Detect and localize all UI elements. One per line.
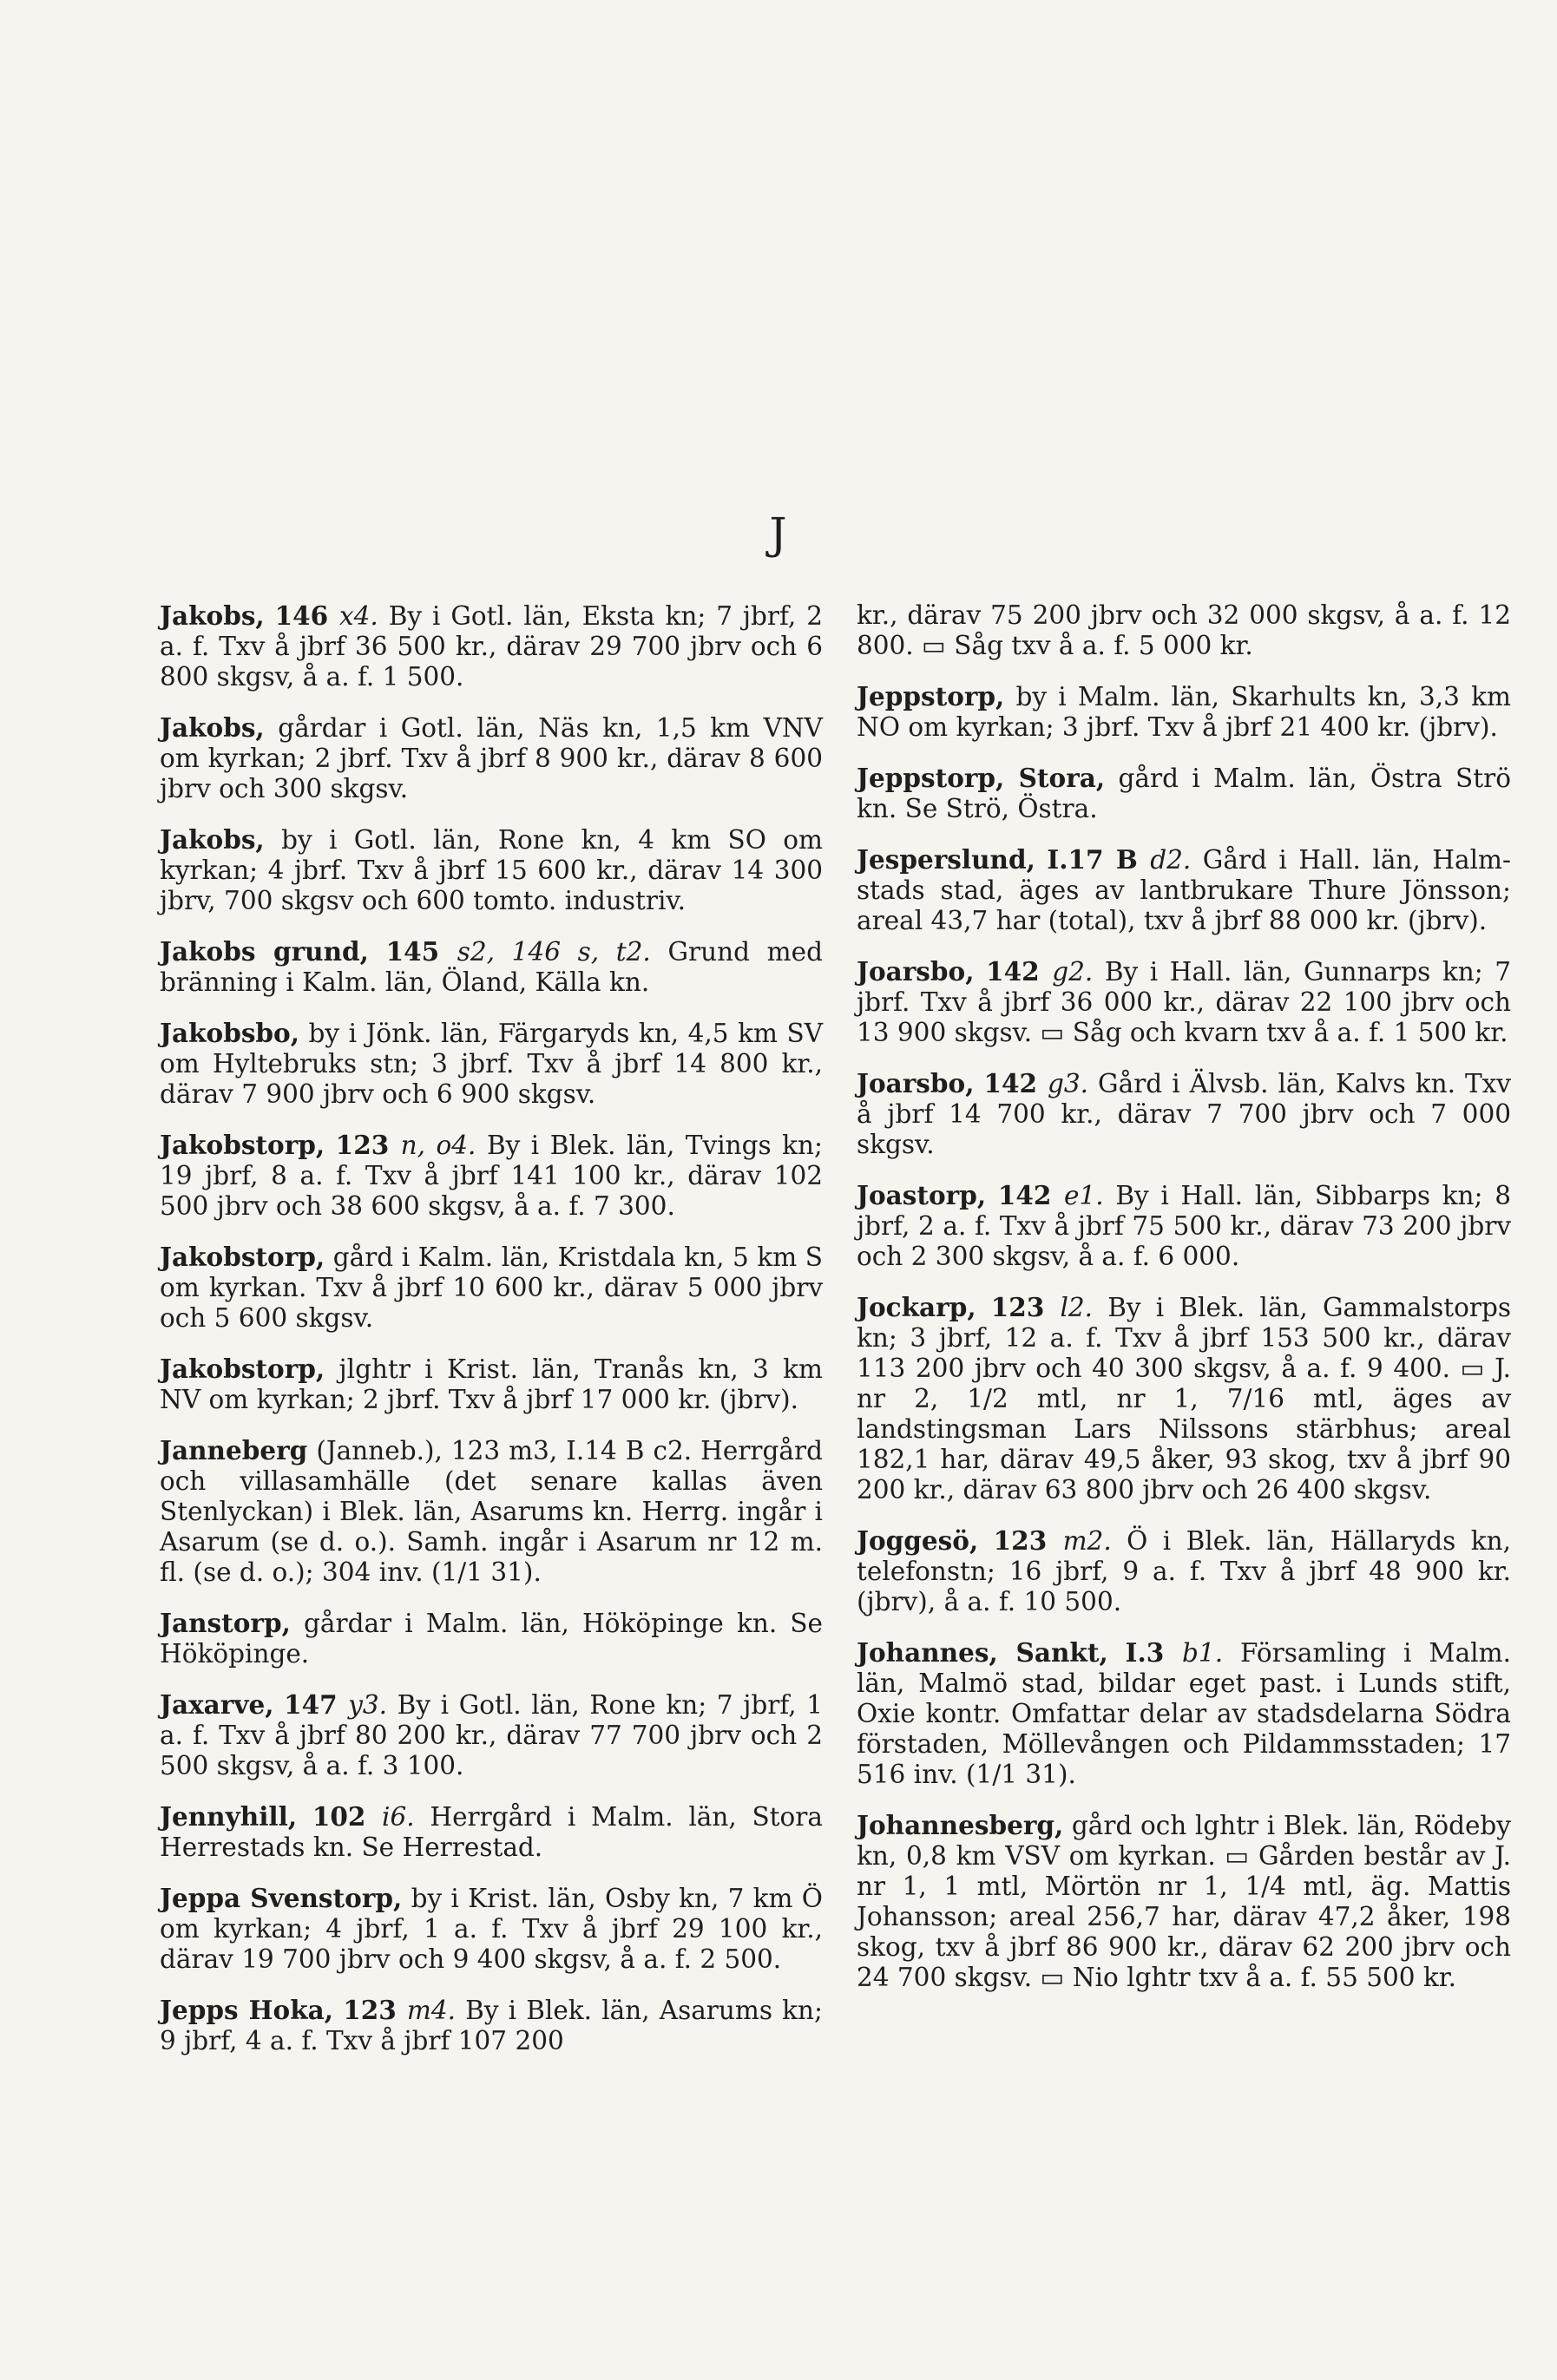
section-letter: J — [769, 508, 788, 559]
map-reference-number: I.3 — [1125, 1637, 1165, 1668]
gazetteer-entry — [857, 1292, 1511, 1505]
entry-headword: Joggesö, — [857, 1525, 979, 1556]
gazetteer-entry — [857, 1525, 1511, 1617]
entry-text: by i Jönk. län, Färgaryds kn, 4,5 km SV om Hyltebruks stn; 3 jbrf. Txv å jbrf 14 800 kr., därav 7 900 jbrv och 6 900 skgsv. — [160, 1019, 823, 1109]
entry-headword: Jepps Hoka, — [160, 1995, 334, 2025]
entry-headword: Jakobstorp, — [160, 1130, 325, 1160]
gazetteer-entry — [160, 1130, 823, 1222]
map-reference — [986, 956, 1093, 987]
entry-headword: Jeppstorp, — [857, 681, 1005, 711]
map-reference-square: d2. — [1150, 845, 1192, 875]
entry-text: Gård i Hall. län, Halmstads stad, äges av lantbrukare Thure Jönsson; areal 43,7 har (total), txv å jbrf 88 000 kr. (jbrv). — [857, 845, 1511, 935]
entry-text: By i Hall. län, Sibbarps kn; 8 jbrf, 2 a. f. Txv å jbrf 75 500 kr., därav 73 200 jbrv och 2 300 skgsv, å a. f. 6 000. — [857, 1181, 1511, 1271]
gazetteer-entry — [857, 681, 1511, 743]
entry-headword: Jakobs, — [160, 600, 265, 631]
gazetteer-entry — [857, 600, 1511, 661]
map-reference — [998, 1180, 1104, 1210]
gazetteer-entry — [160, 936, 823, 998]
map-reference-square: l2. — [1060, 1293, 1094, 1322]
map-reference-square: n, o4. — [400, 1131, 476, 1160]
entry-text: Gård i Älvsb. län, Kalvs kn. Txv å jbrf 14 700 kr., därav 7 700 jbrv och 7 000 skgsv. — [857, 1069, 1511, 1159]
entry-headword: Jakobsbo, — [160, 1018, 299, 1048]
entry-headword: Jaxarve, — [160, 1689, 274, 1720]
map-reference-number: 145 — [385, 936, 440, 967]
map-reference-square: e1. — [1064, 1181, 1104, 1210]
entry-headword: Jennyhill, — [160, 1801, 298, 1832]
entry-headword: Johannesberg, — [857, 1810, 1064, 1840]
map-reference-square: m2. — [1062, 1526, 1112, 1556]
entry-headword: Janneberg — [160, 1435, 308, 1465]
map-reference — [991, 1292, 1093, 1322]
entry-text: By i Blek. län, Tvings kn; 19 jbrf, 8 a. f. Txv å jbrf 141 100 kr., därav 102 500 jbrv och 38 600 skgsv, å a. f. 7 300. — [160, 1131, 823, 1221]
map-reference-square: m4. — [406, 1996, 456, 2025]
entry-headword: Jockarp, — [857, 1292, 976, 1322]
entry-headword: Jakobs, — [160, 824, 265, 855]
gazetteer-entry — [160, 1689, 823, 1781]
right-column — [857, 600, 1511, 2013]
map-reference-number: 147 — [284, 1689, 338, 1720]
gazetteer-entry — [160, 1995, 823, 2056]
map-reference-number: 123 — [343, 1995, 397, 2025]
gazetteer-entry — [857, 1810, 1511, 1993]
gazetteer-entry — [160, 1018, 823, 1110]
map-reference-number: 142 — [997, 1180, 1052, 1210]
entry-headword: Jeppa Svenstorp, — [160, 1883, 403, 1913]
map-reference-number: 142 — [983, 1068, 1038, 1098]
map-reference-square: s2, 146 s, t2. — [457, 937, 651, 967]
gazetteer-entry — [160, 824, 823, 916]
map-reference-square: x4. — [339, 601, 378, 631]
entry-headword: Jesperslund, — [857, 844, 1035, 875]
map-reference — [984, 1068, 1089, 1098]
map-reference — [312, 1801, 415, 1832]
map-reference-number: I.17 B — [1047, 844, 1138, 875]
entry-text: kr., därav 75 200 jbrv och 32 000 skgsv, å a. f. 12 800. ▭ Såg txv å a. f. 5 000 kr. — [857, 600, 1511, 660]
map-reference — [275, 600, 378, 631]
gazetteer-entry — [160, 1883, 823, 1975]
map-reference-number: 123 — [335, 1130, 390, 1160]
entry-text: by i Gotl. län, Rone kn, 4 km SO om kyrkan; 4 jbrf. Txv å jbrf 15 600 kr., därav 14 300 jbrv, 700 skgsv och 600 tomto. industriv. — [160, 825, 823, 915]
entry-headword: Janstorp, — [160, 1608, 291, 1638]
map-reference — [1047, 844, 1191, 875]
map-reference — [1126, 1637, 1223, 1668]
entry-headword: Jakobstorp, — [160, 1242, 325, 1272]
gazetteer-entry — [160, 712, 823, 804]
entry-text: By i Blek. län, Asarums kn; 9 jbrf, 4 a. f. Txv å jbrf 107 200 — [160, 1996, 823, 2055]
map-reference-square: y3. — [348, 1690, 388, 1720]
entry-text: By i Gotl. län, Eksta kn; 7 jbrf, 2 a. f. Txv å jbrf 36 500 kr., därav 29 700 jbrv och 6 800 skgsv, å a. f. 1 500. — [160, 601, 823, 692]
gazetteer-entry — [160, 1242, 823, 1334]
gazetteer-entry — [857, 1068, 1511, 1160]
entry-text: jlghtr i Krist. län, Tranås kn, 3 km NV om kyrkan; 2 jbrf. Txv å jbrf 17 000 kr. (jbrv). — [160, 1354, 823, 1414]
entry-headword: Jakobstorp, — [160, 1354, 325, 1384]
entry-headword: Jakobs grund, — [160, 936, 369, 967]
entry-text: Församling i Malm. län, Malmö stad, bildar eget past. i Lunds stift, Oxie kontr. Omfattar delar av stadsdelarna Södra förstaden, Möllevången och Pildammsstaden; 17 516 inv. (1/1 31). — [857, 1638, 1511, 1789]
entry-text: gårdar i Malm. län, Hököpinge kn. Se Hököpinge. — [160, 1609, 823, 1669]
map-reference-number: 123 — [993, 1525, 1048, 1556]
map-reference — [386, 936, 651, 967]
entry-headword: Joarsbo, — [857, 956, 975, 987]
gazetteer-entry — [160, 1435, 823, 1588]
entry-headword: Joastorp, — [857, 1180, 987, 1210]
map-reference — [336, 1130, 476, 1160]
entry-text: by i Krist. län, Osby kn, 7 km Ö om kyrkan; 4 jbrf, 1 a. f. Txv å jbrf 29 100 kr., därav 19 700 jbrv och 9 400 skgsv, å a. f. 2 500. — [160, 1884, 823, 1974]
entry-headword: Jakobs, — [160, 712, 265, 743]
map-reference — [343, 1995, 456, 2025]
gazetteer-entry — [857, 1637, 1511, 1790]
map-reference-number: 142 — [986, 956, 1040, 987]
map-reference-square: g2. — [1052, 957, 1094, 987]
entry-headword: Joarsbo, — [857, 1068, 975, 1098]
entry-text: Grund med bränning i Kalm. län, Öland, Källa kn. — [160, 937, 823, 997]
map-reference — [994, 1525, 1112, 1556]
map-reference-square: b1. — [1182, 1638, 1224, 1668]
gazetteer-entry — [857, 844, 1511, 936]
entry-text: By i Hall. län, Gunnarps kn; 7 jbrf. Txv å jbrf 36 000 kr., därav 22 100 jbrv och 13 900 skgsv. ▭ Såg och kvarn txv å a. f. 1 500 kr. — [857, 957, 1511, 1047]
entry-headword: Jeppstorp, Stora, — [857, 763, 1106, 793]
entry-text: Ö i Blek. län, Hällaryds kn, telefonstn; 16 jbrf, 9 a. f. Txv å jbrf 48 900 kr. (jbrv), å a. f. 10 500. — [857, 1526, 1511, 1616]
entry-text: by i Malm. län, Skarhults kn, 3,3 km NO om kyrkan; 3 jbrf. Txv å jbrf 21 400 kr. (jbrv). — [857, 682, 1511, 742]
map-reference-number: 102 — [312, 1801, 366, 1832]
map-reference-square: g3. — [1048, 1069, 1089, 1098]
entry-headword: Johannes, Sankt, — [857, 1637, 1108, 1668]
left-column — [160, 600, 823, 2076]
gazetteer-entry — [160, 1608, 823, 1669]
gazetteer-entry — [857, 763, 1511, 824]
gazetteer-entry — [160, 1801, 823, 1863]
entry-text: gårdar i Gotl. län, Näs kn, 1,5 km VNV om kyrkan; 2 jbrf. Txv å jbrf 8 900 kr., därav 8 600 jbrv och 300 skgsv. — [160, 713, 823, 803]
map-reference — [284, 1689, 387, 1720]
entry-text: gård i Kalm. län, Kristdala kn, 5 km S om kyrkan. Txv å jbrf 10 600 kr., därav 5 000 jbrv och 5 600 skgsv. — [160, 1242, 823, 1333]
gazetteer-entry — [160, 600, 823, 692]
map-reference-square: i6. — [382, 1802, 415, 1832]
map-reference-number: 146 — [274, 600, 329, 631]
entry-text: gård i Malm. län, Östra Strö kn. Se Strö, Östra. — [857, 764, 1511, 823]
entry-text: By i Blek. län, Gammalstorps kn; 3 jbrf, 12 a. f. Txv å jbrf 153 500 kr., därav 113 200 jbrv och 40 300 skgsv, å a. f. 9 400. ▭ J. nr 2, 1/2 mtl, nr 1, 7/16 mtl, äges av landstingsman Lars Nilssons stärbhus; areal 182,1 har, därav 49,5 åker, 93 skog, txv å jbrf 90 200 kr., därav 63 800 jbrv och 26 400 skgsv. — [857, 1293, 1511, 1505]
entry-text: Herrgård i Malm. län, Stora Herrestads kn. Se Herrestad. — [160, 1802, 823, 1862]
map-reference-number: 123 — [990, 1292, 1045, 1322]
gazetteer-entry — [857, 956, 1511, 1048]
gazetteer-entry — [160, 1354, 823, 1415]
entry-text: (Janneb.), 123 m3, I.14 B c2. Herrgård och villasamhälle (det senare kallas även Stenlyckan) i Blek. län, Asarums kn. Herrg. ingår i Asarum (se d. o.). Samh. ingår i Asarum nr 12 m. fl. (se d. o.); 304 inv. (1/1 31). — [160, 1436, 823, 1587]
gazetteer-entry — [857, 1180, 1511, 1272]
entry-text: By i Gotl. län, Rone kn; 7 jbrf, 1 a. f. Txv å jbrf 80 200 kr., därav 77 700 jbrv och 2 500 skgsv, å a. f. 3 100. — [160, 1690, 823, 1780]
entry-text: gård och lghtr i Blek. län, Rödeby kn, 0,8 km VSV om kyrkan. ▭ Gården består av J. nr 1, 1 mtl, Mörtön nr 1, 1/4 mtl, äg. Mattis Johansson; areal 256,7 har, därav 47,2 åker, 198 skog, txv å jbrf 86 900 kr., därav 62 200 jbrv och 24 700 skgsv. ▭ Nio lghtr txv å a. f. 55 500 kr. — [857, 1811, 1511, 1992]
